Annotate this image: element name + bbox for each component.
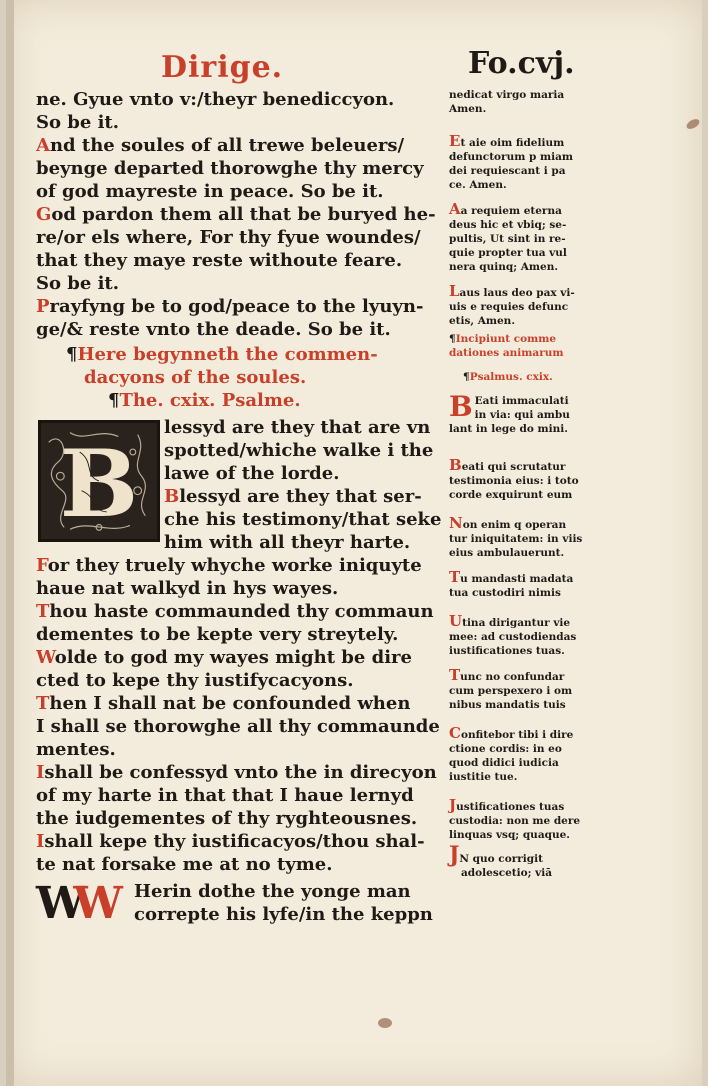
side-line: dationes animarum bbox=[449, 347, 564, 359]
text-line: shall be confessyd vnto the in direcyon bbox=[44, 762, 437, 783]
psalm-title: The. cxix. Psalme. bbox=[119, 390, 301, 411]
text-line: che his testimony/that seke bbox=[164, 509, 442, 530]
side-line: a requiem eterna bbox=[460, 205, 562, 217]
rubricated-initial: P bbox=[36, 296, 50, 317]
side-line: deus hic et vbiq; se- bbox=[449, 219, 567, 231]
side-line: tur iniquitatem: in viis bbox=[449, 533, 583, 545]
text-line: haue nat walkyd in hys wayes. bbox=[36, 578, 339, 599]
text-line: of god mayreste in peace. So be it. bbox=[36, 181, 384, 202]
initial-letter: B bbox=[59, 428, 139, 538]
text-line: So be it. bbox=[36, 273, 119, 294]
running-head: Dirige. bbox=[161, 50, 284, 85]
side-line: tua custodiri nimis bbox=[449, 587, 561, 599]
side-line: cum perspexero i om bbox=[449, 685, 573, 697]
text-line: te nat forsake me at no tyme. bbox=[36, 854, 333, 875]
rubricated-initial: G bbox=[36, 204, 52, 225]
rubricated-initial: T bbox=[36, 601, 50, 622]
side-line: pultis, Ut sint in re- bbox=[449, 233, 566, 245]
side-line: N quo corrigit bbox=[459, 853, 543, 865]
page-edge bbox=[6, 0, 14, 1086]
side-line: ce. Amen. bbox=[449, 179, 507, 191]
side-line: defunctorum p miam bbox=[449, 151, 573, 163]
side-line: nedicat virgo maria bbox=[449, 89, 565, 101]
side-line: quod didici iudicia bbox=[449, 757, 559, 769]
text-line: dementes to be kepte very streytely. bbox=[36, 624, 399, 645]
side-line: nibus mandatis tuis bbox=[449, 699, 566, 711]
text-line: od pardon them all that be buryed he- bbox=[51, 204, 436, 225]
side-block bbox=[449, 202, 609, 274]
side-line: ctione cordis: in eo bbox=[449, 743, 562, 755]
rubricated-initial: L bbox=[449, 282, 460, 300]
text-line: So be it. bbox=[36, 112, 119, 133]
rubricated-initial: I bbox=[36, 762, 45, 783]
side-line: adolescetio; viā bbox=[461, 867, 553, 879]
pilcrow-mark: ¶ bbox=[463, 371, 470, 383]
rubricated-initial: W bbox=[36, 647, 55, 668]
side-line: ustificationes tuas bbox=[456, 801, 565, 813]
side-rubric bbox=[449, 332, 609, 360]
side-line: onfitebor tibi i dire bbox=[460, 729, 574, 741]
rubric-line: Here begynneth the commen- bbox=[77, 344, 378, 365]
side-block bbox=[449, 570, 609, 600]
text-line: I shall se thorowghe all thy commaunde bbox=[36, 716, 440, 737]
side-line: iustitie tue. bbox=[449, 771, 518, 783]
text-line: spotted/whiche walke i the bbox=[164, 440, 434, 461]
rubricated-initial: C bbox=[449, 724, 461, 742]
side-block bbox=[449, 726, 609, 784]
text-line: ne. Gyue vnto v:/theyr benediccyon. bbox=[36, 89, 395, 110]
rubricated-initial: U bbox=[449, 612, 463, 630]
text-line: lessyd are they that are vn bbox=[164, 417, 431, 438]
text-line: ge/& reste vnto the deade. So be it. bbox=[36, 319, 391, 340]
rubricated-initial: J bbox=[449, 842, 460, 868]
text-line: the iudgementes of thy ryghteousnes. bbox=[36, 808, 418, 829]
main-column bbox=[36, 88, 446, 930]
pilcrow-mark: ¶ bbox=[108, 390, 120, 411]
page bbox=[6, 0, 702, 1086]
latin-side-column bbox=[449, 88, 609, 890]
side-line: unc no confundar bbox=[460, 671, 565, 683]
text-line: correpte his lyfe/in the keppn bbox=[134, 904, 433, 925]
text-line: nd the soules of all trewe beleuers/ bbox=[49, 135, 405, 156]
side-line: uis e requies defunc bbox=[449, 301, 569, 313]
red-initial: W bbox=[73, 878, 123, 929]
side-line: u mandasti madata bbox=[460, 573, 574, 585]
side-line: dei requiescant i pa bbox=[449, 165, 566, 177]
rubricated-initial: E bbox=[449, 132, 461, 150]
rubricated-initial: B bbox=[449, 394, 473, 423]
text-line: cted to kepe thy iustifycacyons. bbox=[36, 670, 354, 691]
side-block bbox=[449, 798, 609, 842]
text-line: mentes. bbox=[36, 739, 116, 760]
side-line: in via: qui ambu bbox=[474, 409, 570, 421]
side-block bbox=[449, 458, 609, 502]
text-line: shall kepe thy iustificacyos/thou shal- bbox=[44, 831, 425, 852]
side-block bbox=[449, 284, 609, 328]
rubricated-initial: B bbox=[449, 456, 462, 474]
side-block bbox=[449, 614, 609, 658]
rubricated-initial: B bbox=[164, 486, 180, 507]
side-block bbox=[449, 668, 609, 712]
closing-text bbox=[134, 880, 433, 926]
side-line: lant in lege do mini. bbox=[449, 423, 568, 435]
initial-paragraph bbox=[164, 416, 446, 554]
side-line: nera quinq; Amen. bbox=[449, 261, 559, 273]
side-psalm-title bbox=[449, 370, 609, 384]
woodcut-initial-icon bbox=[41, 423, 157, 539]
closing-initial bbox=[36, 878, 123, 929]
rubricated-initial: N bbox=[449, 514, 463, 532]
pilcrow-mark: ¶ bbox=[449, 333, 456, 345]
text-line: olde to god my wayes might be dire bbox=[54, 647, 412, 668]
side-line: quie propter tua vul bbox=[449, 247, 567, 259]
closing-section bbox=[36, 880, 446, 930]
ink-stain bbox=[378, 1018, 392, 1028]
text-line: beynge departed thorowghe thy mercy bbox=[36, 158, 424, 179]
side-line: etis, Amen. bbox=[449, 315, 515, 327]
side-block bbox=[449, 842, 609, 880]
text-line: hou haste commaunded thy commaun bbox=[49, 601, 434, 622]
side-line: iustificationes tuas. bbox=[449, 645, 565, 657]
side-line: testimonia eius: i toto bbox=[449, 475, 579, 487]
decorated-initial-b bbox=[38, 420, 160, 542]
text-line: lawe of the lorde. bbox=[164, 463, 340, 484]
rubricated-initial: T bbox=[36, 693, 50, 714]
side-line: Incipiunt comme bbox=[455, 333, 557, 345]
rubric-line: dacyons of the soules. bbox=[84, 367, 307, 388]
decorated-initial-section bbox=[36, 416, 446, 554]
rubricated-initial: T bbox=[449, 666, 461, 684]
text-line: Herin dothe the yonge man bbox=[134, 881, 411, 902]
side-block bbox=[449, 516, 609, 560]
side-line: eius ambulauerunt. bbox=[449, 547, 565, 559]
side-line: custodia: non me dere bbox=[449, 815, 581, 827]
folio-number: Fo.cvj. bbox=[468, 46, 575, 81]
side-line: t aie oim fidelium bbox=[460, 137, 565, 149]
text-line: or they truely whyche worke iniquyte bbox=[47, 555, 422, 576]
text-line: re/or els where, For thy fyue woundes/ bbox=[36, 227, 421, 248]
side-block bbox=[449, 394, 609, 436]
text-line: of my harte in that that I haue lernyd bbox=[36, 785, 414, 806]
side-line: aus laus deo pax vi- bbox=[459, 287, 575, 299]
rubric-heading bbox=[36, 343, 446, 412]
rubricated-initial: A bbox=[449, 200, 461, 218]
side-line: on enim q operan bbox=[462, 519, 567, 531]
side-line: corde exquirunt eum bbox=[449, 489, 573, 501]
text-line: rayfyng be to god/peace to the lyuyn- bbox=[49, 296, 424, 317]
text-line: that they maye reste withoute feare. bbox=[36, 250, 403, 271]
side-line: tina dirigantur vie bbox=[462, 617, 571, 629]
side-line: linquas vsq; quaque. bbox=[449, 829, 570, 841]
rubricated-initial: T bbox=[449, 568, 461, 586]
text-line: him with all theyr harte. bbox=[164, 532, 411, 553]
ink-stain bbox=[685, 117, 701, 131]
side-line: Eati immaculati bbox=[474, 395, 569, 407]
side-line: Psalmus. cxix. bbox=[469, 371, 553, 383]
text-line: lessyd are they that ser- bbox=[179, 486, 422, 507]
rubricated-initial: A bbox=[36, 135, 50, 156]
side-block bbox=[449, 88, 609, 116]
side-line: mee: ad custodiendas bbox=[449, 631, 577, 643]
rubricated-initial: F bbox=[36, 555, 48, 576]
side-line: eati qui scrutatur bbox=[461, 461, 566, 473]
text-line: hen I shall nat be confounded when bbox=[49, 693, 411, 714]
side-line: Amen. bbox=[449, 103, 487, 115]
black-initial: W bbox=[36, 878, 86, 929]
rubricated-initial: J bbox=[449, 796, 457, 814]
pilcrow-mark: ¶ bbox=[66, 344, 78, 365]
rubricated-initial: I bbox=[36, 831, 45, 852]
side-block bbox=[449, 134, 609, 192]
